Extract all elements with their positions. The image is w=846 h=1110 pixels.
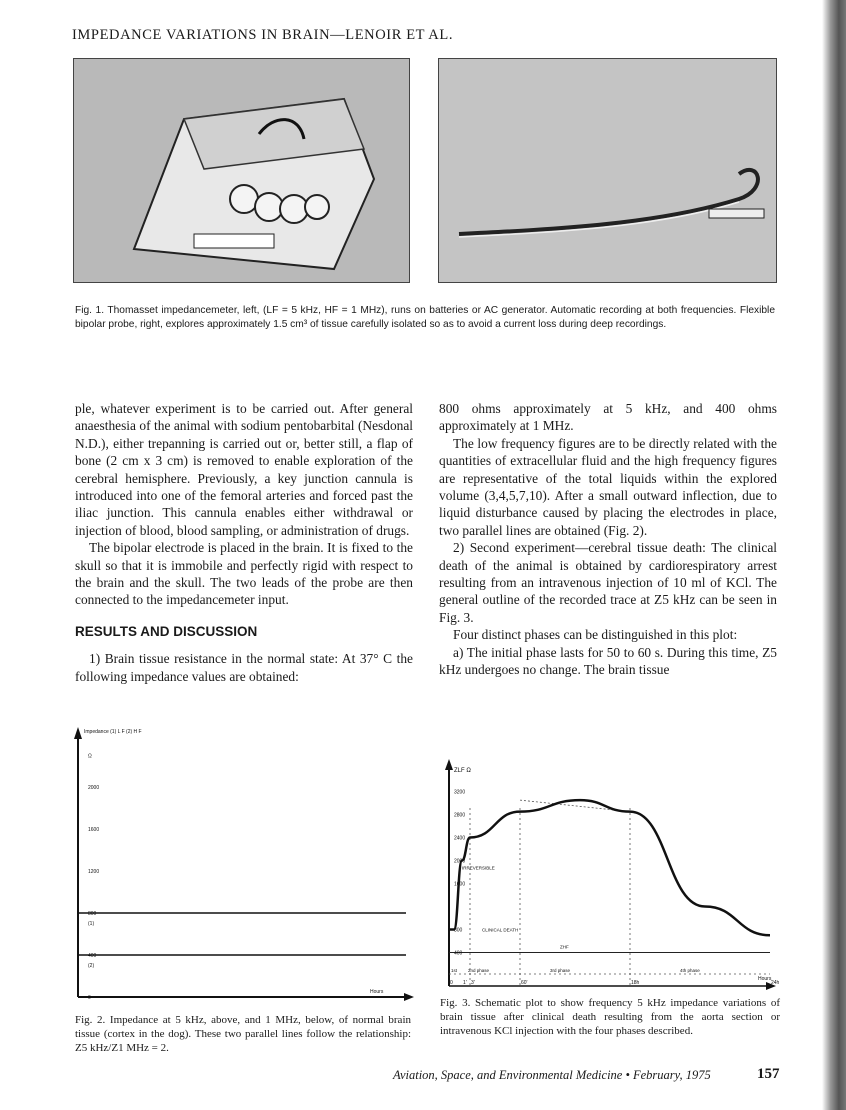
right-paragraph-4: Four distinct phases can be distinguished in this plot:	[453, 627, 738, 643]
y-tick-label: 0	[88, 995, 91, 1001]
left-paragraph-3: 1) Brain tissue resistance in the normal state: At 37° C the following impedance values are obtained:	[75, 651, 413, 684]
y-tick-label: 2400	[454, 835, 466, 842]
y-tick-label: 400	[454, 950, 463, 957]
series-label: (1)	[88, 921, 95, 927]
y-axis-arrow	[74, 727, 82, 739]
y-axis-label: ZLF Ω	[454, 768, 471, 774]
x-tick-label: 60'	[521, 980, 528, 986]
page-number: 157	[757, 1066, 780, 1082]
zlf-curve	[449, 800, 770, 935]
figure2-caption: Fig. 2. Impedance at 5 kHz, above, and 1 MHz, below, of normal brain tissue (cortex in the dog). These two parallel lines follow the relationship: Z5 kHz/Z1 MHz = 2.	[75, 1014, 411, 1054]
y-axis-label: Impedance (1) L F (2) H F	[84, 729, 142, 735]
x-tick-label: 3'	[471, 980, 475, 986]
section-heading: RESULTS AND DISCUSSION	[75, 623, 258, 639]
left-paragraph-1: ple, whatever experiment is to be carried out. After general anaesthesia of the animal with sodium pentobarbital (Nesdonal N.D.), either trepanning is carried out or, better still, a flap of bone (2 cm x 3 cm) is removed to enable exploration of the cerebral hemisphere. Previously, a key junction cannula is introduced into one of the femoral arteries and forced past the iliac junction. This cannula enables either withdrawal or injection of blood, blood sampling, or administration of drugs.	[75, 401, 413, 538]
annotation-zhf: ZHF	[560, 944, 569, 950]
y-tick-label: 800	[454, 927, 463, 934]
x-tick-label: 1'	[463, 980, 467, 986]
y-tick-label: 2800	[454, 812, 466, 819]
series-label: (2)	[88, 963, 95, 969]
left-paragraph-2: The bipolar electrode is placed in the brain. It is fixed to the skull so that it is immobile and perfectly rigid with respect to the brain and the skull. The two leads of the probe are then connected to the impedancemeter input.	[75, 540, 413, 608]
right-paragraph-2: The low frequency figures are to be directly related with the quantities of extracellular fluid and the high frequency figures are representative of the total liquids within the explored volume (3,4,5,7,10). After a small outward inflection, due to liquid disturbance caused by placing the electrodes in place, two parallel lines are obtained (Fig. 2).	[439, 435, 777, 538]
left-column	[75, 400, 413, 685]
right-column	[439, 400, 777, 679]
right-paragraph-3: 2) Second experiment—cerebral tissue death: The clinical death of the animal is obtained by cardiorespiratory arrest resulting from an intravenous injection of 10 ml of KCl. The general outline of the recorded trace at Z5 kHz can be seen in Fig. 3.	[439, 540, 777, 625]
y-tick-label: 2000	[88, 785, 100, 791]
running-head: IMPEDANCE VARIATIONS IN BRAIN—LENOIR ET AL.	[72, 27, 454, 43]
y-tick-label: Ω	[88, 753, 92, 760]
right-paragraph-1: 800 ohms approximately at 5 kHz, and 400 ohms approximately at 1 MHz.	[439, 401, 777, 434]
figure3-chart	[440, 758, 780, 990]
figure1-caption: Fig. 1. Thomasset impedancemeter, left, (LF = 5 kHz, HF = 1 MHz), runs on batteries or AC generator. Automatic recording at both frequencies. Flexible bipolar probe, right, explores approximately 1.5 cm³ of tissue carefully isolated so as to avoid a current loss during deep recordings.	[75, 305, 775, 330]
y-tick-label: 400	[88, 953, 97, 959]
x-axis-label: Hours	[370, 989, 384, 995]
x-tick-label: 24h	[771, 980, 780, 986]
scan-edge	[822, 0, 846, 1110]
y-tick-label: 1600	[88, 827, 100, 833]
figure2-chart	[70, 725, 415, 1005]
impedancemeter-photo	[73, 58, 410, 283]
y-tick-label: 800	[88, 911, 97, 917]
y-tick-label: 1200	[88, 869, 100, 875]
annotation-irreversible: IRREVERSIBLE	[462, 865, 495, 871]
figure3-caption: Fig. 3. Schematic plot to show frequency 5 kHz impedance variations of brain tissue after clinical death resulting from the aorta section or intravenous KCl injection with the four phases described.	[440, 997, 780, 1037]
phase-label: 1st	[451, 968, 458, 973]
y-tick-label: 1600	[454, 881, 466, 888]
bipolar-probe-photo	[438, 58, 777, 283]
x-tick-label: 0	[450, 980, 453, 986]
footer-journal: Aviation, Space, and Environmental Medicine • February, 1975	[393, 1068, 711, 1082]
x-axis-arrow	[404, 993, 414, 1001]
y-tick-label: 3200	[454, 789, 466, 796]
phase-label: 3rd phase	[550, 968, 571, 973]
phase-label: 4th phase	[680, 968, 700, 973]
y-axis-arrow	[445, 759, 453, 770]
y-tick-label: 2000	[454, 858, 466, 865]
x-axis-label: Hours	[758, 976, 772, 982]
annotation-clinical-death: CLINICAL DEATH	[482, 927, 519, 933]
x-tick-label: 18h	[631, 980, 640, 986]
right-paragraph-5: a) The initial phase lasts for 50 to 60 s. During this time, Z5 kHz undergoes no change. The brain tissue	[439, 644, 777, 678]
phase-label: 2nd phase	[468, 968, 490, 973]
